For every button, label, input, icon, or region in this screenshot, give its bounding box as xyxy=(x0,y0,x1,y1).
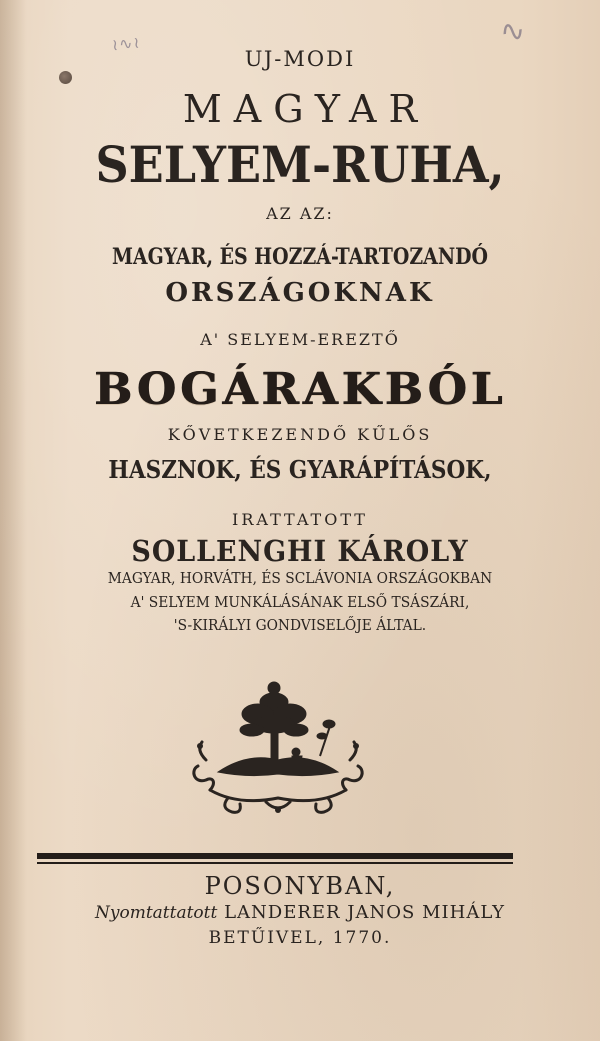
manuscript-mark-left: ≀∿≀ xyxy=(111,32,142,55)
title-line-selyem-ruha: SELYEM-RUHA, xyxy=(95,135,505,194)
title-line-bogarakbol: BOGÁRAKBÓL xyxy=(93,364,507,415)
tree-landscape-vignette xyxy=(188,680,368,815)
title-line-kovetkezendo: KŐVETKEZENDŐ KŰLŐS xyxy=(167,425,433,444)
title-line-magyar: MAGYAR xyxy=(182,87,430,131)
imprint-printer-name: LANDERER JANOS MIHÁLY xyxy=(224,902,505,923)
title-line-orszagoknak: ORSZÁGOKNAK xyxy=(165,278,435,308)
author-credit-line-1: MAGYAR, HORVÁTH, ÉS SCLÁVONIA ORSZÁGOKBAN xyxy=(107,569,493,587)
title-line-uj-modi: UJ-MODI xyxy=(244,47,356,71)
double-rule-thin xyxy=(37,862,513,864)
title-line-a-selyem: A' SELYEM-EREZTŐ xyxy=(200,330,400,349)
manuscript-mark-right: ∿ xyxy=(497,12,529,51)
imprint-printer-line xyxy=(0,904,600,922)
title-line-magyar-es: MAGYAR, ÉS HOZZÁ-TARTOZANDÓ xyxy=(111,244,489,270)
author-name: SOLLENGHI KÁROLY xyxy=(131,534,469,568)
title-line-hasznok: HASZNOK, ÉS GYARÁPÍTÁSOK, xyxy=(108,455,492,484)
double-rule-thick xyxy=(37,853,513,859)
imprint-place: POSONYBAN, xyxy=(204,872,396,900)
imprint-year-line: BETŰIVEL, 1770. xyxy=(208,928,392,948)
title-line-az-az: AZ AZ: xyxy=(266,204,334,223)
author-credit-line-3: 'S-KIRÁLYI GONDVISELŐJE ÁLTAL. xyxy=(173,616,427,634)
author-credit-line-2: A' SELYEM MUNKÁLÁSÁNAK ELSŐ TSÁSZÁRI, xyxy=(130,593,470,611)
title-line-irattatott: IRATTATOTT xyxy=(232,510,368,529)
ink-spot xyxy=(59,71,72,84)
imprint-printed-prefix: Nyomtattatott xyxy=(94,903,218,923)
